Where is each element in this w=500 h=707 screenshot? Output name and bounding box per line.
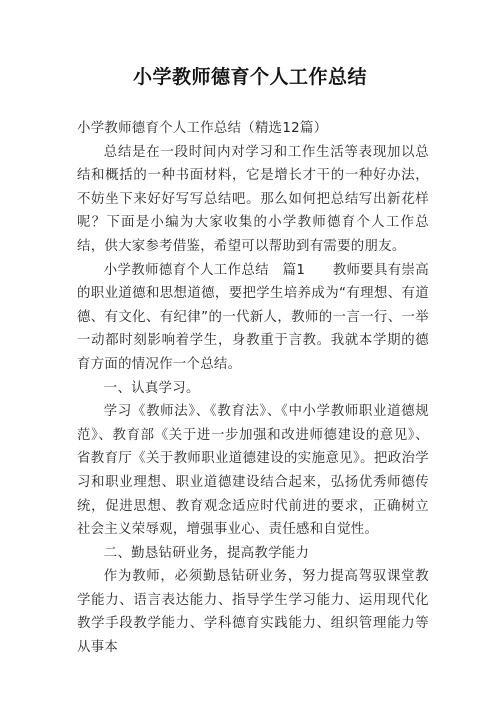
intro-paragraph: 总结是在一段时间内对学习和工作生活等表现加以总结和概括的一种书面材料，它是增长才干的一种好办法，不妨坐下来好好写写总结吧。那么如何把总结写出新花样呢？下面是小编为大家收集的小学教师德育个人工作总结，供大家参考借鉴，希望可以帮助到有需要的朋友。 xyxy=(77,144,429,254)
document-body xyxy=(77,117,429,660)
section-2-paragraph: 作为教师，必须勤恳钻研业务，努力提高驾驭课堂教学能力、语言表达能力、指导学生学习能力、运用现代化教学手段教学能力、学科德育实践能力、组织管理能力等从事本 xyxy=(77,569,429,656)
document-subtitle: 小学教师德育个人工作总结（精选12篇） xyxy=(77,121,328,136)
document-title: 小学教师德育个人工作总结 xyxy=(132,66,367,88)
section-2-heading: 二、勤恳钻研业务，提高教学能力 xyxy=(103,545,310,561)
section-1-heading: 一、认真学习。 xyxy=(103,380,200,396)
article-1-intro-paragraph: 小学教师德育个人工作总结 篇1 教师要具有崇高的职业道德和思想道德，要把学生培养成为“有理想、有道德、有文化、有纪律”的一代新人，教师的一言一行、一举一动都时刻影响着学生，身教重于言教。我就本学期的德育方面的情况作一个总结。 xyxy=(77,262,429,372)
section-1-paragraph: 学习《教师法》、《教育法》、《中小学教师职业道德规范》、教育部《关于进一步加强和改进师德建设的意见》、省教育厅《关于教师职业道德建设的实施意见》。把政治学习和职业理想、职业道德建设结合起来，弘扬优秀师德传统，促进思想、教育观念适应时代前进的要求，正确树立社会主义荣辱观，增强事业心、责任感和自觉性。 xyxy=(77,404,429,538)
